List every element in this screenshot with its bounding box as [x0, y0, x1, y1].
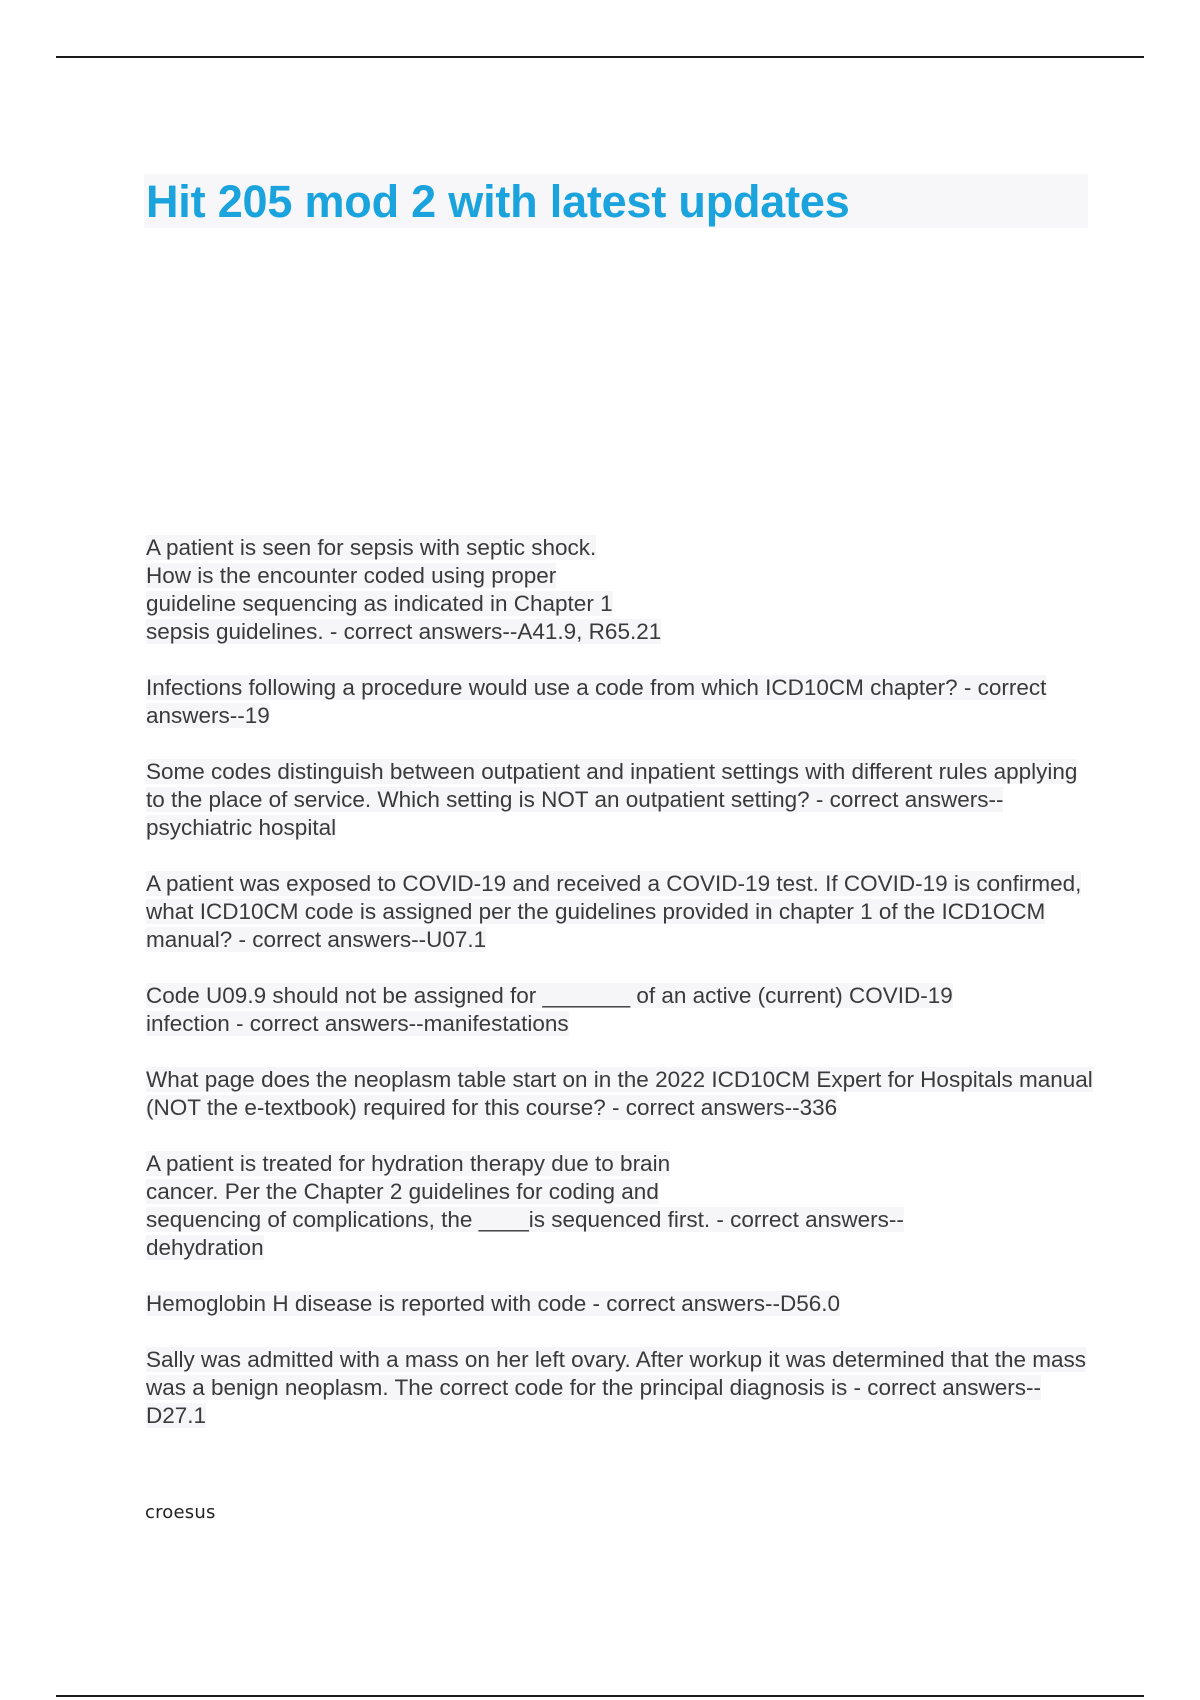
qa-item-6 [146, 1066, 1096, 1122]
qa-item-9 [146, 1346, 1096, 1430]
qa-item-1-text: A patient is seen for sepsis with septic shock. How is the encounter coded using proper guideline sequencing as indicated in Chapter 1 sepsis guidelines. - correct answers--A41.9, R65.21 [146, 535, 662, 644]
qa-item-2 [146, 674, 1096, 730]
qa-item-5 [146, 982, 976, 1038]
qa-item-1 [146, 534, 736, 646]
qa-item-6-text: What page does the neoplasm table start on in the 2022 ICD10CM Expert for Hospitals manual (NOT the e-textbook) required for this course? - correct answers--336 [146, 1067, 1093, 1120]
document-title: Hit 205 mod 2 with latest updates [146, 176, 850, 227]
title-block [144, 174, 1088, 228]
qa-item-8-text: Hemoglobin H disease is reported with code - correct answers--D56.0 [146, 1291, 841, 1316]
qa-item-4-text: A patient was exposed to COVID-19 and received a COVID-19 test. If COVID-19 is confirmed, what ICD10CM code is assigned per the guidelines provided in chapter 1 of the ICD1OCM manual? - correct answers--U07.1 [146, 871, 1082, 952]
qa-item-5-text: Code U09.9 should not be assigned for _______ of an active (current) COVID-19 infection - correct answers--manifestations [146, 983, 953, 1036]
qa-item-7 [146, 1150, 976, 1262]
qa-item-3-text: Some codes distinguish between outpatient and inpatient settings with different rules applying to the place of service. Which setting is NOT an outpatient setting? - correct answers--psychiatric hospital [146, 759, 1078, 840]
bottom-rule [56, 1695, 1144, 1697]
top-rule [56, 56, 1144, 58]
qa-list [146, 534, 1096, 1458]
qa-item-2-text: Infections following a procedure would use a code from which ICD10CM chapter? - correct answers--19 [146, 675, 1047, 728]
qa-item-3 [146, 758, 1096, 842]
qa-item-4 [146, 870, 1096, 954]
qa-item-8 [146, 1290, 1096, 1318]
qa-item-7-text: A patient is treated for hydration therapy due to brain cancer. Per the Chapter 2 guidelines for coding and sequencing of complications, the ____is sequenced first. - correct answers--dehydration [146, 1151, 904, 1260]
footer-brand: croesus [145, 1502, 216, 1523]
qa-item-9-text: Sally was admitted with a mass on her left ovary. After workup it was determined that the mass was a benign neoplasm. The correct code for the principal diagnosis is - correct answers--D27.1 [146, 1347, 1086, 1428]
